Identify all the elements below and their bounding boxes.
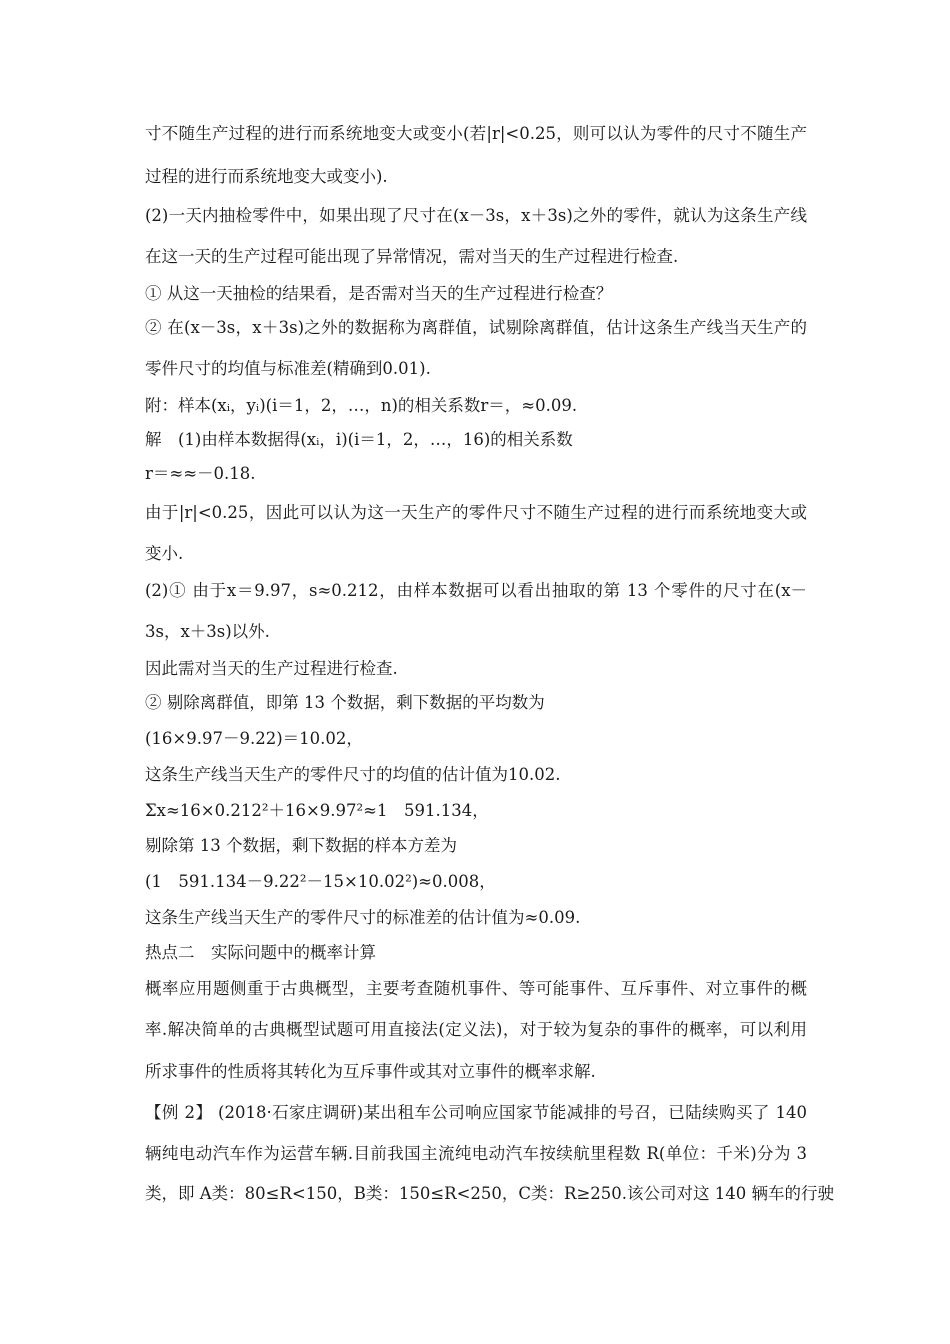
text-line: 剔除第 13 个数据，剩下数据的样本方差为: [145, 836, 457, 855]
text-line: 类，即 A类：80≤R<150，B类：150≤R<250，C类：R≥250.该公司对这 140 辆车的行驶: [145, 1184, 835, 1203]
text-line: 零件尺寸的均值与标准差(精确到0.01).: [145, 359, 431, 378]
section-heading: 热点二 实际问题中的概率计算: [145, 943, 376, 962]
text-line: (16×9.97－9.22)＝10.02，: [145, 729, 363, 748]
text-line: (2)一天内抽检零件中，如果出现了尺寸在(x－3s，x＋3s)之外的零件，就认为这条生产线: [145, 206, 807, 225]
text-line: ② 剔除离群值，即第 13 个数据，剩下数据的平均数为: [145, 693, 545, 712]
text-line: 概率应用题侧重于古典概型，主要考查随机事件、等可能事件、互斥事件、对立事件的概: [145, 979, 807, 998]
text-line: 变小.: [145, 544, 184, 563]
text-line: 由于|r|<0.25，因此可以认为这一天生产的零件尺寸不随生产过程的进行而系统地变大或: [145, 503, 807, 522]
text-line: 3s，x＋3s)以外.: [145, 622, 270, 641]
text-line: 这条生产线当天生产的零件尺寸的标准差的估计值为≈0.09.: [145, 908, 581, 927]
text-line: 附：样本(xᵢ，yᵢ)(i＝1，2，…，n)的相关系数r＝，≈0.09.: [145, 396, 578, 415]
text-line: 因此需对当天的生产过程进行检查.: [145, 659, 398, 678]
text-line: (1 591.134－9.22²－15×10.02²)≈0.008，: [145, 872, 496, 891]
text-line: 所求事件的性质将其转化为互斥事件或其对立事件的概率求解.: [145, 1062, 596, 1081]
text-line: 辆纯电动汽车作为运营车辆.目前我国主流纯电动汽车按续航里程数 R(单位：千米)分为 3: [145, 1144, 807, 1163]
text-line: ② 在(x－3s，x＋3s)之外的数据称为离群值，试剔除离群值，估计这条生产线当天生产的: [145, 318, 807, 337]
text-line: 寸不随生产过程的进行而系统地变大或变小(若|r|<0.25，则可以认为零件的尺寸不随生产: [145, 124, 807, 143]
solution-label: 解 (1)由样本数据得(xᵢ，i)(i＝1，2，…，16)的相关系数: [145, 430, 573, 449]
text-line: (2)① 由于x＝9.97，s≈0.212，由样本数据可以看出抽取的第 13 个零件的尺寸在(x－: [145, 581, 807, 600]
text-line: ① 从这一天抽检的结果看，是否需对当天的生产过程进行检查？: [145, 284, 613, 303]
text-line: 这条生产线当天生产的零件尺寸的均值的估计值为10.02.: [145, 765, 561, 784]
text-line: 率.解决简单的古典概型试题可用直接法(定义法)，对于较为复杂的事件的概率，可以利用: [145, 1020, 807, 1039]
text-line: Σx≈16×0.212²＋16×9.97²≈1 591.134，: [145, 801, 489, 820]
text-line: 在这一天的生产过程可能出现了异常情况，需对当天的生产过程进行检查.: [145, 247, 679, 266]
text-line: r＝≈≈－0.18.: [145, 464, 256, 483]
text-line: 过程的进行而系统地变大或变小).: [145, 167, 388, 186]
example-heading: 【例 2】 (2018·石家庄调研)某出租车公司响应国家节能减排的号召，已陆续购买了 140: [145, 1103, 807, 1122]
